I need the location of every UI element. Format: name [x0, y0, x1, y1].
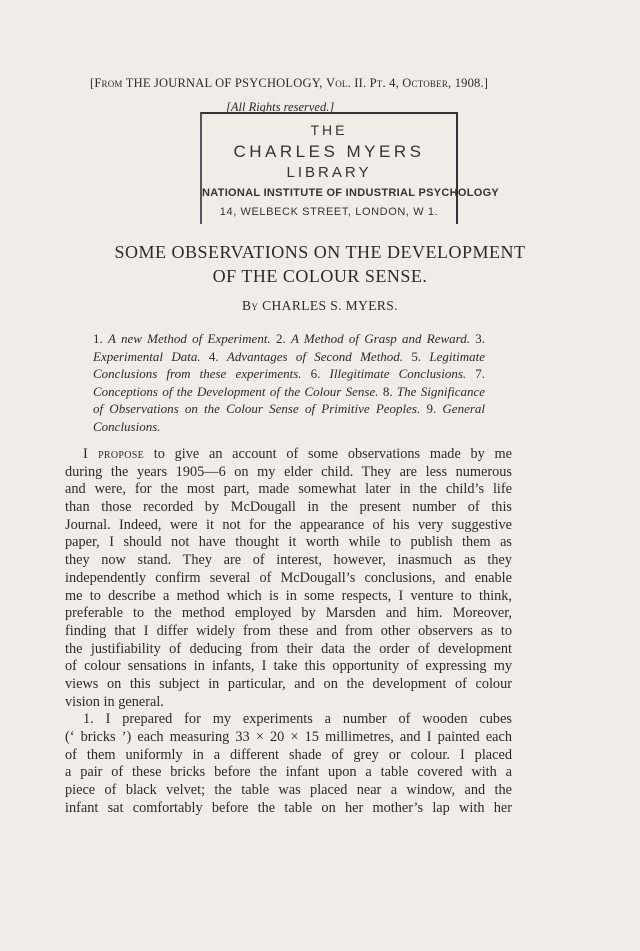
body-line: Journal. Indeed, were it not for the appearance of his very suggestive — [65, 516, 512, 533]
body-line: independently confirm several of McDougall’s conclusions, and enable — [65, 569, 512, 586]
section-contents — [93, 330, 485, 436]
toc-item: 4. Advantages of Second Method. — [208, 348, 404, 364]
article-body — [65, 446, 512, 817]
journal-source-line: [From THE JOURNAL OF PSYCHOLOGY, Vol. II. Pt. 4, October, 1908.] — [90, 76, 489, 90]
body-line: during the years 1905—6 on my elder child. They are less numerous — [65, 463, 512, 480]
body-line: me to describe a method which is in some respects, I venture to think, — [65, 587, 512, 604]
source-month: October, — [402, 76, 452, 90]
body-line: they now stand. They are of interest, however, inasmuch as they — [65, 552, 512, 569]
body-line: preferable to the method employed by Marsden and him. Moreover, — [65, 605, 512, 622]
article-title-line-1: SOME OBSERVATIONS ON THE DEVELOPMENT — [114, 242, 526, 262]
body-line: finding that I differ widely from these and from other observers as to — [65, 622, 512, 639]
body-line: vision in general. — [65, 693, 164, 710]
source-from: From — [94, 76, 123, 90]
body-line: the justifiability of deducing from their data the order of development — [65, 640, 512, 657]
toc-item: 3. Experimental Data. — [93, 331, 486, 364]
toc-item: 7. Conceptions of the Development of the Colour Sense. — [93, 366, 486, 399]
source-pt: Pt. — [369, 76, 386, 90]
body-line: I propose to give an account of some observations made by me — [83, 446, 512, 462]
body-line: of them uniformly in a different shade of grey or colour. I placed — [65, 746, 512, 763]
stamp-library-name: CHARLES MYERS — [233, 142, 425, 161]
source-vol-num: II. — [354, 76, 367, 90]
toc-item: 9. General Conclusions. — [93, 401, 486, 434]
body-line: than those recorded by McDougall in the present number of this — [65, 499, 512, 516]
stamp-library-word: LIBRARY — [286, 164, 372, 181]
article-title-line-2: OF THE COLOUR SENSE. — [212, 266, 428, 286]
stamp-institute: NATIONAL INSTITUTE OF INDUSTRIAL PSYCHOLOGY — [202, 187, 500, 199]
byline-by: By — [242, 298, 259, 313]
source-vol: Vol. — [325, 76, 351, 90]
body-line: (‘ bricks ’) each measuring 33 × 20 × 15 millimetres, and I painted each — [65, 729, 512, 745]
toc-item: 2. A Method of Grasp and Reward. — [275, 331, 470, 346]
body-line: views on this subject in particular, and on the development of colour — [65, 675, 512, 692]
body-line: paper, I should not have thought it worth while to publish them as — [65, 534, 512, 551]
source-year: 1908.] — [454, 76, 489, 90]
source-journal: THE JOURNAL OF PSYCHOLOGY, — [125, 76, 323, 90]
body-line: a pair of these bricks before the infant upon a table covered with a — [65, 764, 512, 781]
library-stamp — [200, 112, 500, 224]
body-line: 1. I prepared for my experiments a number of wooden cubes — [83, 711, 512, 728]
body-line: piece of black velvet; the table was placed near a window, and the — [65, 782, 512, 799]
toc-item: 5. Legitimate Conclusions from these experiments. — [93, 348, 486, 382]
body-line: of colour sensations in infants, I take this opportunity of expressing my — [65, 658, 512, 675]
rights-notice: [All Rights reserved.] — [226, 100, 335, 114]
toc-item: 8. The Significance of Observations on the Colour Sense of Primitive Peoples. — [93, 383, 486, 417]
lead-words: I propose — [83, 446, 145, 462]
toc-item: 1. A new Method of Experiment. — [93, 331, 271, 346]
toc-item: 6. Illegitimate Conclusions. — [310, 366, 467, 382]
body-line: infant sat comfortably before the table on her mother’s lap with her — [65, 799, 512, 816]
byline-author: CHARLES S. MYERS. — [262, 298, 398, 313]
source-pt-num: 4, — [389, 76, 399, 90]
body-line: and were, for the most part, made somewhat later in the child’s life — [65, 481, 512, 498]
stamp-the: THE — [310, 122, 348, 138]
stamp-address: 14, WELBECK STREET, LONDON, W 1. — [219, 206, 439, 218]
byline — [60, 298, 580, 314]
